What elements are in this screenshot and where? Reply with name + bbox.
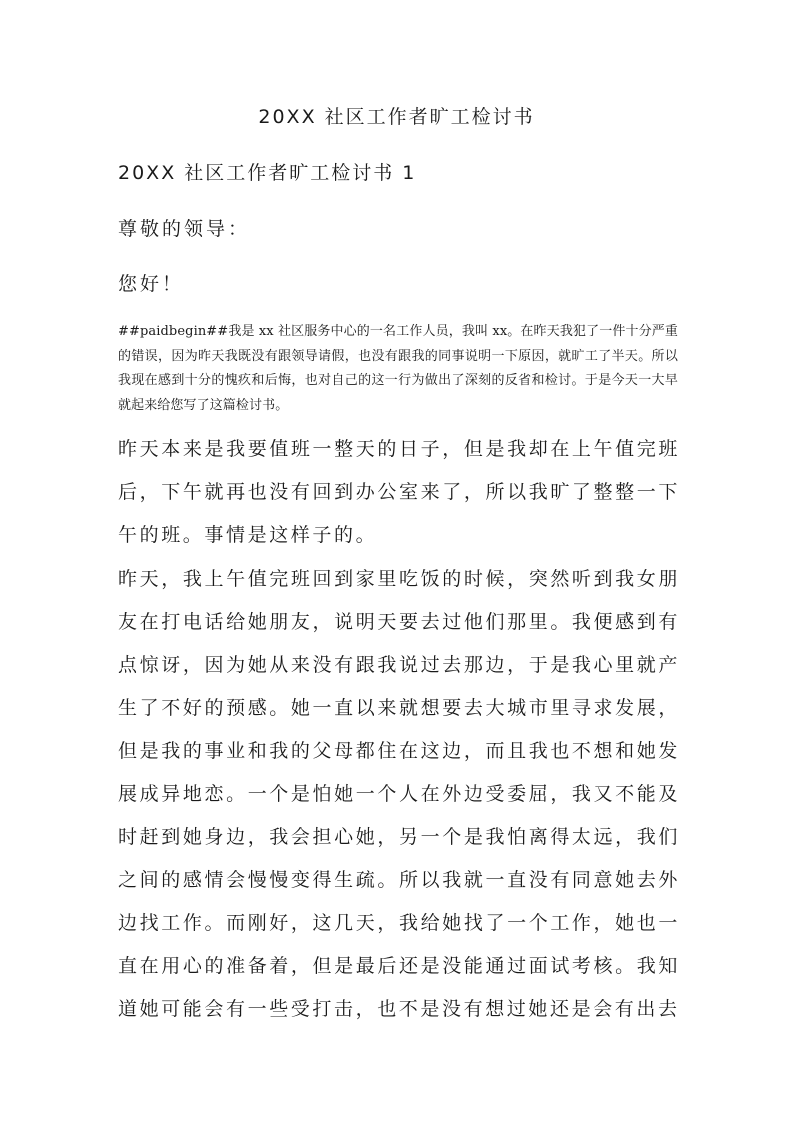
salutation: 尊敬的领导： [118,218,251,240]
body-paragraph-2: 昨天，我上午值完班回到家里吃饭的时候，突然听到我女朋友在打电话给她朋友，说明天要去过他们那里。我便感到有点惊讶，因为她从来没有跟我说过去那边，于是我心里就产生了不好的预感。她一直以来就想要去大城市里寻求发展，但是我的事业和我的父母都住在这边，而且我也不想和她发展成异地恋。一个是怕她一个人在外边受委屈，我又不能及时赶到她身边，我会担心她，另一个是我怕离得太远，我们之间的感情会慢慢变得生疏。所以我就一直没有同意她去外边找工作。而刚好，这几天，我给她找了一个工作，她也一直在用心的准备着，但是最后还是没能通过面试考核。我知道她可能会有一些受打击，也不是没有想过她还是会有出去 [118,568,680,1020]
intro-paragraph: ##paidbegin##我是 xx 社区服务中心的一名工作人员，我叫 xx。在昨天我犯了一件十分严重的错误，因为昨天我既没有跟领导请假，也没有跟我的同事说明一下原因，就旷工了半天。所以我现在感到十分的愧疚和后悔，也对自己的这一行为做出了深刻的反省和检讨。于是今天一大早就起来给您写了这篇检讨书。 [118,324,678,413]
body-paragraph-1: 昨天本来是我要值班一整天的日子，但是我却在上午值完班后，下午就再也没有回到办公室来了，所以我旷了整整一下午的班。事情是这样子的。 [118,438,680,546]
greeting: 您好！ [118,273,185,295]
section-heading: 20XX 社区工作者旷工检讨书 1 [118,162,417,184]
document-title: 20XX 社区工作者旷工检讨书 [258,106,535,128]
